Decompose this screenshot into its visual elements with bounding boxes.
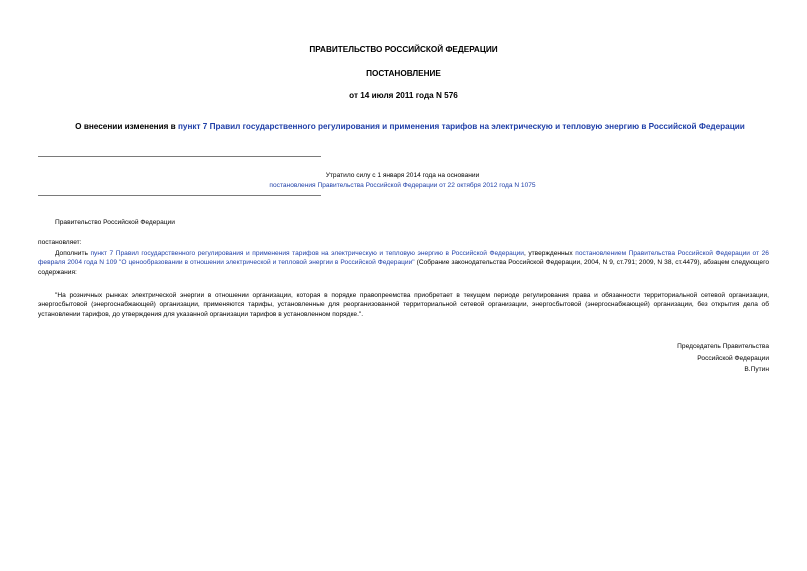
signature-position: Председатель Правительства bbox=[677, 343, 769, 350]
decides-text: постановляет: bbox=[38, 239, 82, 246]
quoted-paragraph: "На розничных рынках электрической энергии в отношении организации, которая в порядке правопреемства приобретает в текущем периоде регулирования права и обязанности территориальной сетевой организации, энергосбытовой (энергоснабжающей) организации, применяются тарифы, установленные для реорганизованной территориальной сетевой организации, энергосбытовой (энергоснабжающей) организации, без открытия дела об установлении тарифов, до утверждения для указанной организации тарифов в установленном порядке.". bbox=[38, 292, 769, 318]
signature-name: В.Путин bbox=[744, 366, 769, 373]
title-prefix: О внесении изменения в bbox=[75, 122, 178, 131]
paragraph-start: Дополнить bbox=[55, 250, 91, 257]
status-link[interactable]: постановления Правительства Российской Федерации от 22 октября 2012 года N 1075 bbox=[269, 182, 536, 189]
intro-text: Правительство Российской Федерации bbox=[55, 219, 175, 226]
rules-link[interactable]: пункт 7 Правил государственного регулирования и применения тарифов на электрическую и тепловую энергию в Российской Федерации bbox=[90, 250, 524, 257]
bottom-divider bbox=[38, 195, 321, 196]
status-note bbox=[200, 171, 605, 191]
document-title bbox=[60, 121, 760, 132]
resolution-link[interactable]: постановлением Правительства Российской Федерации от 26 февраля 2004 года N 109 "О ценообразовании в отношении электрической и тепловой энергии в Российской Федерации" bbox=[38, 250, 769, 267]
paragraph-mid: , утвержденных bbox=[523, 250, 576, 257]
main-paragraph bbox=[38, 249, 769, 277]
paragraph-end: (Собрание законодательства Российской Федерации, 2004, N 9, ст.791; 2009, N 38, ст.4479), абзацем следующего содержания: bbox=[38, 259, 769, 276]
title-link[interactable]: пункт 7 Правил государственного регулирования и применения тарифов на электрическую и тепловую энергию в Российской Федерации bbox=[177, 122, 745, 131]
top-divider bbox=[38, 156, 321, 157]
government-heading: ПРАВИТЕЛЬСТВО РОССИЙСКОЙ ФЕДЕРАЦИИ bbox=[309, 45, 498, 54]
signature-block bbox=[569, 341, 769, 376]
document-type-heading: ПОСТАНОВЛЕНИЕ bbox=[366, 69, 441, 78]
signature-country: Российской Федерации bbox=[697, 354, 769, 362]
date-number-heading: от 14 июля 2011 года N 576 bbox=[349, 91, 458, 100]
status-line: Утратило силу с 1 января 2014 года на основании bbox=[325, 172, 480, 179]
